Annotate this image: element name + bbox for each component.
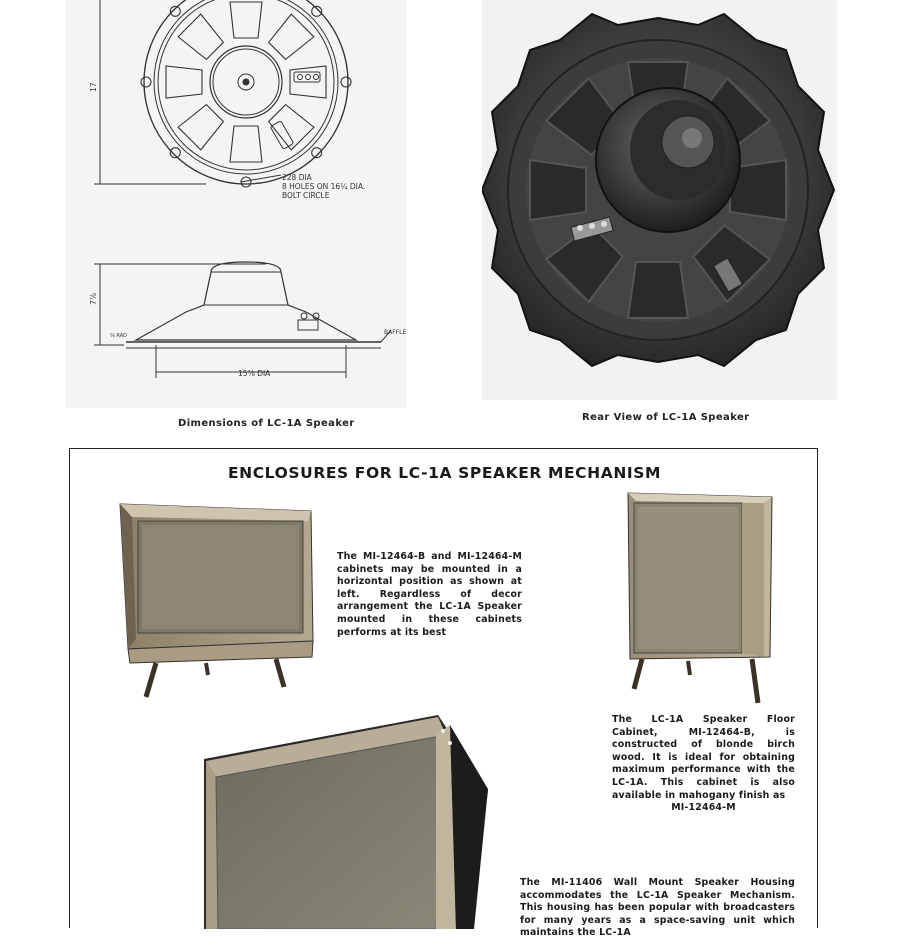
width-label: 15⅞ DIA (238, 369, 271, 378)
holes-label-1: 228 DIA (282, 173, 312, 182)
depth-label: 7⅞ (89, 292, 98, 305)
front-view (141, 0, 351, 187)
baffle-label: BAFFLE (384, 329, 406, 336)
floor-cabinet-text (612, 714, 795, 815)
wall-mount-housing-image (198, 711, 498, 929)
speaker-rear-image (482, 0, 837, 400)
horizontal-cabinet-text: The MI-12464-B and MI-12464-M cabinets may be mounted in a horizontal position as shown at left. Regardless of decor arrangement the LC-1A Speaker mounted in these cabinets performs at its best (337, 551, 522, 638)
enclosures-title: ENCLOSURES FOR LC-1A SPEAKER MECHANISM (227, 464, 662, 482)
photo-caption: Rear View of LC-1A Speaker (582, 412, 750, 423)
baffle-thk-label: ⅜ RAD (110, 333, 127, 339)
dimensions-drawing (66, 0, 406, 408)
height-label: 17 (89, 82, 98, 92)
side-view (94, 262, 391, 378)
wall-mount-text: The MI-11406 Wall Mount Speaker Housing accommodates the LC-1A Speaker Mechanism. This housing has been popular with broadcasters for many years as a space-saving unit which maintains the LC-1A (520, 877, 795, 939)
speaker-dimension-diagram (66, 0, 406, 408)
floor-cabinet-model-alt: MI-12464-M (671, 802, 736, 814)
holes-label-3: BOLT CIRCLE (282, 191, 330, 200)
floor-cabinet-image (624, 489, 774, 709)
horizontal-cabinet-image (116, 499, 321, 699)
holes-label-2: 8 HOLES ON 16¼ DIA. (282, 182, 366, 191)
enclosures-section (69, 448, 818, 939)
rear-view-photo (482, 0, 837, 400)
floor-cabinet-text-body: The LC-1A Speaker Floor Cabinet, MI-12464-B, is constructed of blonde birch wood. It is ideal for obtaining maximum performance with the LC-1A. This cabinet is also available in mahogany finish as (612, 714, 795, 801)
speaker-frame (482, 14, 834, 366)
drawing-caption: Dimensions of LC-1A Speaker (178, 418, 355, 429)
